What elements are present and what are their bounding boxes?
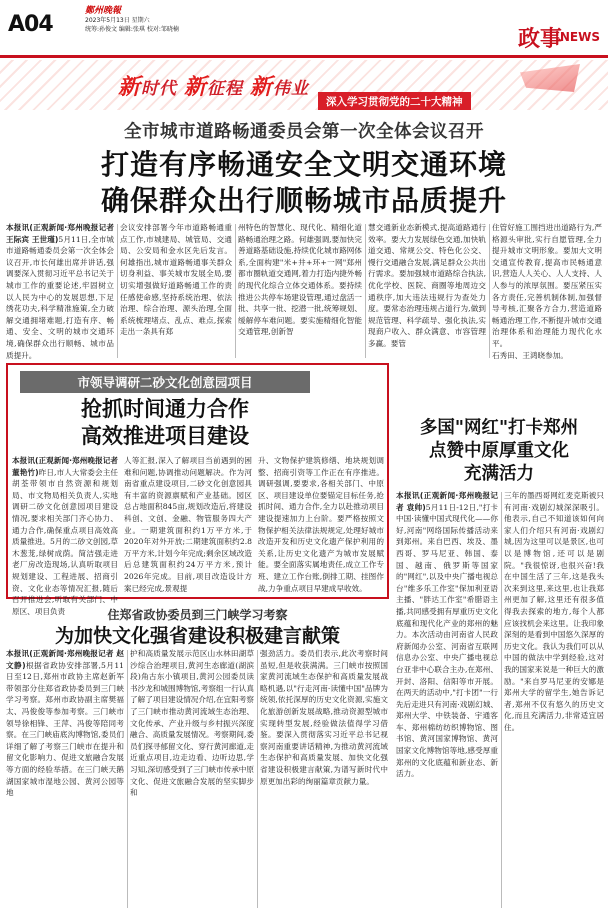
story1-text-5: 住管好施工围挡进出道路行为,严格源头审批,实行自愿管理,全力提升城市文明形象。要加大文明交通宣传教育,提高市民畅通意识,营造人人关心、人人支持、人人参与的浓厚氛围。要压紧压实各方责任,完善机制体制,加强督导考核,汇聚各方合力,营造道路畅通治理工作,不断提升城市交通治理体系和治理能力现代化水平。 — [492, 223, 602, 348]
story1-text-2: 会议安排部署今年市道路畅通重点工作,市城建局、城管局、交通局、公安局和金水区先后发言。何雄指出,城市道路畅通事关群众切身利益、事关城市发展全局,要切实增强做好道路畅通工作的责任感使命感,坚持系统治理、依法治理、综合治理、源头治理,全面系统梳理堵点、乱点、难点,探索走出一条具有郑 — [120, 223, 232, 337]
story4-column-2 — [130, 648, 254, 910]
column-divider — [365, 224, 366, 358]
banner-tagline: 深入学习贯彻党的二十大精神 — [318, 92, 471, 110]
story1-kicker: 全市城市道路畅通委员会第一次全体会议召开 — [124, 122, 484, 142]
story1-text-4: 慧交通新业态新模式,提高道路通行效率。要大力发展绿色交通,加快轨道交通、常规公交、特色化公交、慢行交通融合发展,满足群众公共出行需求。要加强城市道路综合执法,优化学校、医院、商圈等地周边交通秩序,加大违法违规行为查处力度。要常态治理违规占道行为,做到规范管理、科学疏导、强化执法,实现商户收入、群众满意、市容管理多赢。要管 — [368, 223, 486, 348]
slogan-part: 新 — [249, 75, 273, 100]
story1-column-5 — [492, 222, 602, 360]
story4-headline: 为加快文化强省建设积极建言献策 — [54, 625, 340, 647]
story1-byline: 本报讯(正观新闻·郑州晚报记者 王际宾 王世瑾) — [6, 223, 114, 244]
section-title: 政事 — [517, 27, 562, 52]
story2-text-1: 昨日,市人大常委会主任胡荃带领市自然资源和规划局、市文物局相关负责人,实地调研二砂文化创意园项目建设情况,要求相关部门齐心协力、通力合作,确保重点项目高效高质量推进。5月的二砂文创园,草木葱茏,绿树成荫。简洁强走进老厂房改造现场,认真听取项目规划建设、工程进展、招商引资、文化业态等情况汇报,随后召开推进会,听取有关部门、中原区、项目负责 — [12, 467, 118, 616]
story4-text-3: 强劲活力。委员们表示,此次考察时间虽短,但是收获满满。三门峡市按照国家黄河流域生态保护和高质量发展战略机遇,以"行走河南·读懂中国"品牌为统领,依托深厚的历史文化资源,实施文化旅游创新发展战略,推动资源型城市实现转型发展,经验做法值得学习借鉴。要深入贯彻落实习近平总书记视察河南重要讲话精神,为推动黄河流域生态保护和高质量发展、加快文化强省建设积极建言献策,为谱写新时代中原更加出彩的绚丽篇章贡献力量。 — [260, 649, 388, 786]
story1-column-3 — [238, 222, 362, 360]
story4-text-2: 护和高质量发展示范区山水林田湖草沙综合治理项目,黄河生态廊道(湖滨段)角古东小镇项目,黄河公园委员读书沙龙和城围博物馆,考察组一行认真了解了项目建设情况介绍,在宜阳考察了三门峡市推动黄河流域生态治理、文化传承、产业升级与乡村振兴深度融合、高质量发展情况。考察期间,委员们探寻郁留文化、穿行黄河廊道,走近重点项目,边走边看、边听边思,学习知,深切感受到了三门峡市传承中原文化、促进文旅融合发展的坚实脚步和 — [130, 649, 254, 798]
story2-kicker: 市领导调研二砂文化创意园项目 — [20, 371, 310, 393]
slogan-part: 伟业 — [272, 79, 309, 99]
theme-banner — [0, 60, 608, 110]
story4-column-1 — [6, 648, 124, 910]
column-divider — [117, 224, 118, 358]
slogan-part: 新 — [118, 75, 142, 100]
story1-column-1 — [6, 222, 114, 360]
story1-text-1: 5月11日,全市城市道路畅通委员会第一次全体会议召开,市长何雄出席并讲话,强调要深入贯彻习近平总书记关于城市工作的重要论述,牢固树立以人民为中心的发展思想,下足绣花功夫,科学精准施策,全力破解交通拥堵难题,打造有序、畅通、安全、文明的城市交通环境,确保群众出行顺畅、城市品质提升。 — [6, 234, 114, 360]
story4-byline: 本报讯(正观新闻·郑州晚报记者 赵文静) — [6, 649, 124, 670]
story1-text-3: 州特色的智慧化、现代化、精细化道路畅通治理之路。何雄强调,要加快完善道路基础设施,持续优化城市路网体系,全面构建"米+井+环+一网"郑州都市圈轨道交通网,着力打造内捷外畅的现代化综合立体交通体系。要持续推进公共停车场建设管理,通过盘活一批、共享一批、挖潜一批,统筹规划、缓解停车难问题。要实施精细化智能交通管理,创新智 — [238, 223, 362, 337]
header-divider — [0, 55, 608, 58]
story1-headline-line2: 确保群众出行顺畅城市品质提升 — [100, 184, 507, 217]
story2-column-1 — [12, 455, 118, 616]
masthead — [0, 0, 608, 56]
story3-byline: 本报讯(正观新闻·郑州晚报记者 袁帅) — [396, 491, 498, 512]
story4-kicker: 住郑省政协委员到三门峡学习考察 — [107, 608, 288, 622]
page-number: A04 — [8, 12, 53, 37]
section-title-en: NEWS — [559, 30, 600, 44]
story3-headline-line2: 点赞中原厚重文化 — [429, 441, 569, 461]
story3-column-2 — [504, 490, 604, 910]
story3-text-1: 5月11日-12日,"打卡中国·读懂中国式现代化——你好,河南"网络国际传播活动来到郑州。来自巴西、埃及、墨西哥、罗马尼亚、韩国、泰国、越南、俄罗斯等国家的"网红",以及中央广播电视总台"维多乐工作室"保加利亚语主播、"胖达工作室"希腊语主播,共同感受拥有厚重历史文化底蕴和现代化产业的郑州的魅力。本次活动由河南省人民政府新闻办公室、河南省互联网信息办公室、中央广播电视总台亚非中心联合主办,在郑州、开封、洛阳、信阳等市开展。在两天的活动中,"打卡团"一行先后走进只有河南·戏剧幻城、郑州大学、中铁装备、宇通客车、郑州棉纺纺织博物馆、图书馆、黄河国家博物馆、黄河国家文化博物馆等地,感受厚重郑州的文化底蕴和新业态、新活力。 — [396, 502, 498, 779]
story2-text-3: 升、文物保护建筑修缮、地块规划调整、招商引资等工作正在有序推进。调研强调,要要求,各相关部门、中原区、项目建设单位要锚定目标任务,抢抓时间、通力合作,全力以赴推动项目建设提速加力上台阶。要严格按照文物保护相关法律法规规定,处理好城市改造开发和历史文化遗产保护利用的关系,让历史文化遗产为城市发展赋能。要全面落实属地责任,成立工作专班、建立工作台账,倒排工期、挂图作战,力争重点项目早建成早收效。 — [258, 456, 384, 593]
story1-column-4 — [368, 222, 486, 360]
story3-text-2: 三年的墨西哥网红麦克斯被只有河南·戏剧幻城深深吸引。他表示,自己不知道该如何向家人们介绍只有河南·戏剧幻城,因为这里可以是景区,也可以是博物馆,还可以是剧院。"我很惊讶,也很兴奋!我在中国生活了三年,这是我头次来到这里,来这里,也让我郑州更加了解,这里还有很多值得我去探索的地方,每个人都应该找机会来这里。让我印象深刻的是看到中国悠久深厚的历史文化。我认为我们可以从中国的做法中学到经验,这对我的国家来说是一种巨大的激励。"来自罗马尼亚的安娜是郑州大学的留学生,她告诉记者,郑州不仅有悠久的历史文化,而且充满活力,非常适宜居住。 — [504, 491, 604, 732]
story2-byline: 本报讯(正观新闻·郑州晚报记者 董艳竹) — [12, 456, 118, 477]
story2-column-2 — [124, 455, 252, 595]
story2-column-3-top — [318, 373, 384, 453]
story2-text-2: 人等汇报,深入了解项目当前遇到的困难和问题,协调推动问题解决。作为河南省重点建设项目,二砂文化创意园具有丰富的资源禀赋和产业基础。园区总占地面积845亩,规划改造后,将建设科创、文创、金融、物管服务四大产业。一期建筑面积约1万平方米,于2020年对外开放;二期建筑面积约2.8万平方米,计划今年完成;剩余区域改造后总建筑面积约24万平方米,预计2026年完成。目前,项目改造设计方案已经完成,景观提 — [124, 456, 252, 593]
column-divider — [127, 650, 128, 908]
newspaper-logo: 鄭州晚報 — [85, 6, 122, 16]
story4-column-3 — [260, 648, 388, 910]
column-divider — [235, 224, 236, 358]
story3-headline-line3: 充满活力 — [464, 464, 534, 484]
slogan-part: 征程 — [206, 79, 243, 99]
story2-column-3 — [258, 455, 384, 595]
story2-headline-line2: 高效推进项目建设 — [81, 424, 249, 448]
issue-date: 2023年5月13日 星期六 — [85, 17, 150, 24]
slogan-part: 时代 — [141, 79, 178, 99]
banner-slogan — [118, 70, 309, 101]
story1-column-2 — [120, 222, 232, 360]
column-divider — [257, 650, 258, 908]
story1-attendees: 石秀田、王鸿晓参加。 — [492, 350, 568, 360]
story3-headline-line1: 多国"网红"打卡郑州 — [419, 418, 579, 438]
story1-headline-line1: 打造有序畅通安全文明交通环境 — [100, 148, 507, 181]
story3-column-1 — [396, 490, 498, 910]
editors-credits: 统筹:孙俊文 编辑:张琪 校对:邹晓楠 — [85, 26, 179, 33]
column-divider — [489, 224, 490, 358]
story4-text-1: 根据省政协安排部署,5月11日至12日,郑州市政协主席赵新军带领部分住郑省政协委员到三门峡学习考察。郑州市政协副主席樊福太、冯俊俊等参加考察。三门峡市领导徐相锋、王萍、冯俊等陪同考察。在三门峡庙底沟博物馆,委员们详细了解了考察三门峡市在提升和留文化影响力、促进文旅融合发展等方面的经验举措。在三门峡天鹅湖国家城市湿地公园、黄河公园等地 — [6, 660, 124, 798]
slogan-part: 新 — [183, 75, 207, 100]
column-divider — [501, 492, 502, 908]
story2-headline-line1: 抢抓时间通力合作 — [81, 397, 249, 421]
